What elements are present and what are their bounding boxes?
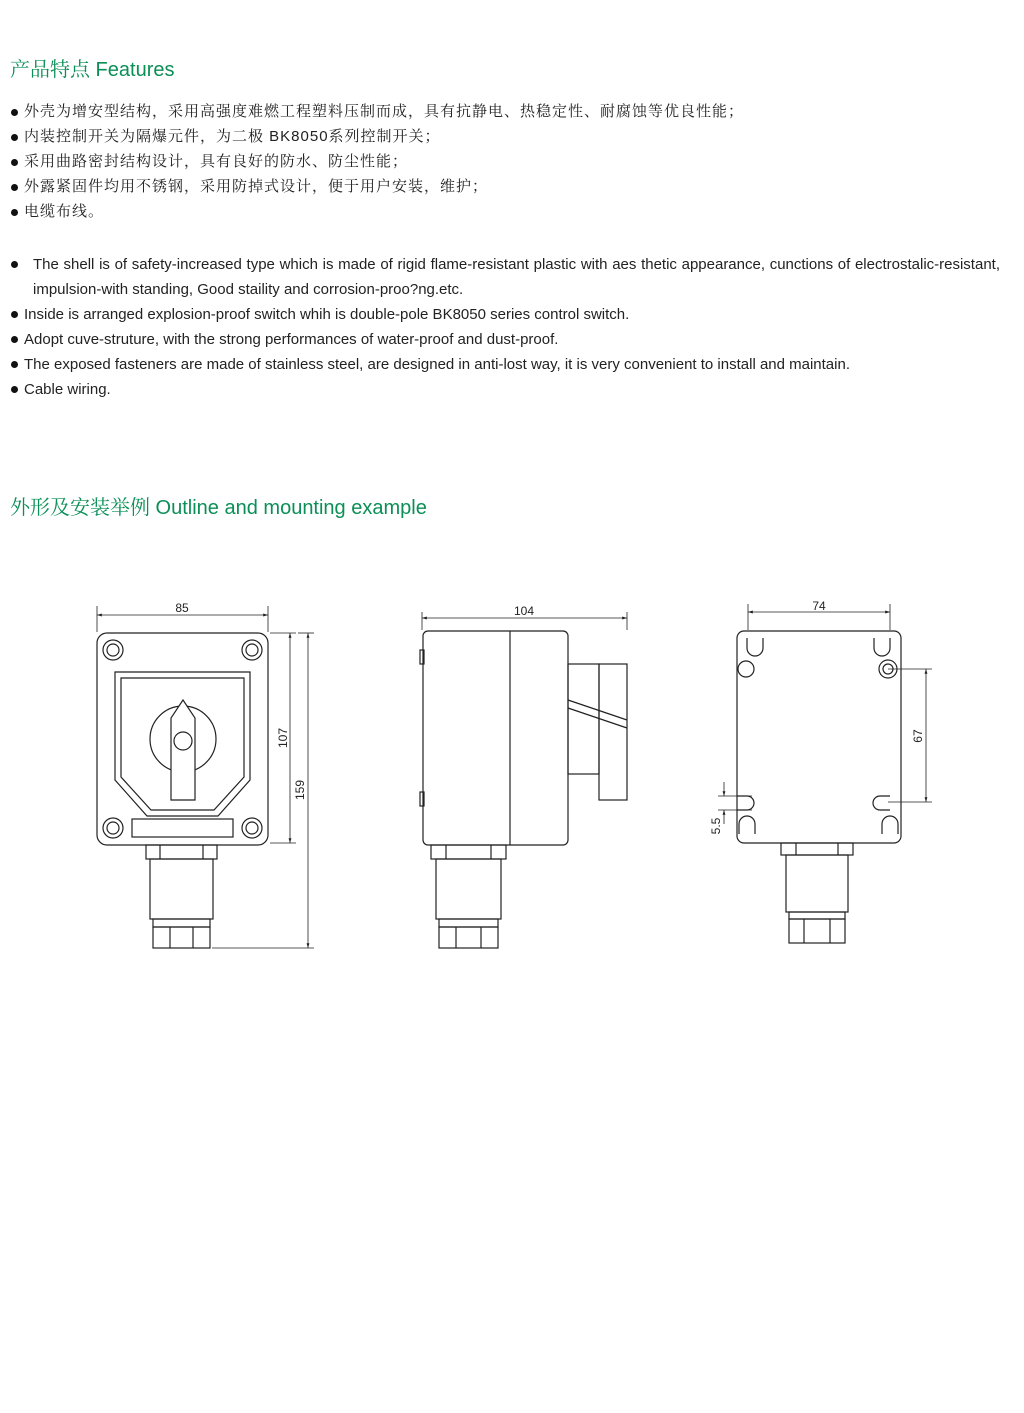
dimension-hole-spacing-h-label: 74 <box>812 599 826 613</box>
outline-heading: 外形及安装举例 Outline and mounting example <box>10 497 427 519</box>
dimension-hole-spacing-v-label: 67 <box>911 729 925 743</box>
list-item: 外壳为增安型结构，采用高强度难燃工程塑料压制而成，具有抗静电、热稳定性、耐腐蚀等优良性能； <box>10 101 1000 126</box>
dimension-total-height-label: 159 <box>293 779 307 801</box>
side-view-drawing <box>420 612 627 948</box>
front-view-drawing <box>97 606 314 948</box>
list-item: The exposed fasteners are made of stainless steel, are designed in anti-lost way, it is very convenient to install and maintain. <box>10 352 1000 377</box>
features-list-chinese <box>10 101 1000 226</box>
list-item: The shell is of safety-increased type which is made of rigid flame-resistant plastic with aes thetic appearance, cunctions of electrostalic-resistant, impulsion-with standing, Good staility and corrosion-proo?ng.etc. <box>10 252 1000 302</box>
features-heading: 产品特点 Features <box>10 59 175 81</box>
dimension-slot-label: 5.5 <box>709 817 723 835</box>
list-item: 电缆布线。 <box>10 201 1000 226</box>
list-item: Adopt cuve-struture, with the strong performances of water-proof and dust-proof. <box>10 327 1000 352</box>
rear-view-drawing <box>718 604 932 943</box>
list-item: 采用曲路密封结构设计，具有良好的防水、防尘性能； <box>10 151 1000 176</box>
dimension-body-height-label: 107 <box>276 727 290 749</box>
list-item: 外露紧固件均用不锈钢，采用防掉式设计，便于用户安装，维护； <box>10 176 1000 201</box>
features-list-english <box>10 252 1000 402</box>
list-item: 内装控制开关为隔爆元件，为二极 BK8050系列控制开关； <box>10 126 1000 151</box>
dimension-depth-label: 104 <box>513 604 535 618</box>
dimension-width-label: 85 <box>175 601 189 615</box>
list-item: Inside is arranged explosion-proof switch whih is double-pole BK8050 series control switch. <box>10 302 1000 327</box>
outline-drawings <box>0 590 1024 960</box>
list-item: Cable wiring. <box>10 377 1000 402</box>
